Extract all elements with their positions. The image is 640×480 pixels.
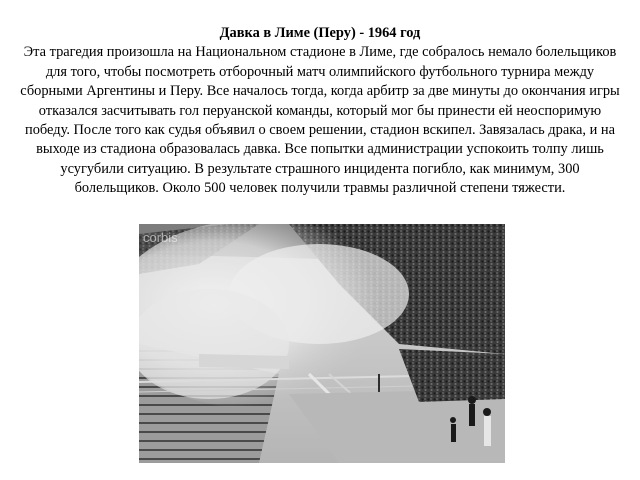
gate-structure xyxy=(199,354,289,369)
slide-title: Давка в Лиме (Перу) - 1964 год xyxy=(219,25,421,41)
stadium-crowd-photo xyxy=(139,224,505,463)
slide-body-text: Эта трагедия произошла на Национальном стадионе в Лиме, где собралось немало болельщиков для того, чтобы посмотреть отборочный матч олимпийского футбольного турнира между сборными Аргентины и Перу. Все началось тогда, когда арбитр за две минуты до окончания игры отказался засчитывать гол перуанской команды, который мог бы принести ей неоспоримую победу. После того как судья объявил о своем решении, стадион вскипел. Завязалась драка, и на выходе из стадиона образовалась давка. Все попытки администрации успокоить толпу лишь усугубили ситуацию. В результате страшного инцидента погибло, как минимум, 300 болельщиков. Около 500 человек получили травмы различной степени тяжести. xyxy=(20,44,620,197)
text-block xyxy=(18,24,622,199)
corbis-watermark: corbis xyxy=(143,230,178,245)
photo-illustration xyxy=(139,224,505,463)
